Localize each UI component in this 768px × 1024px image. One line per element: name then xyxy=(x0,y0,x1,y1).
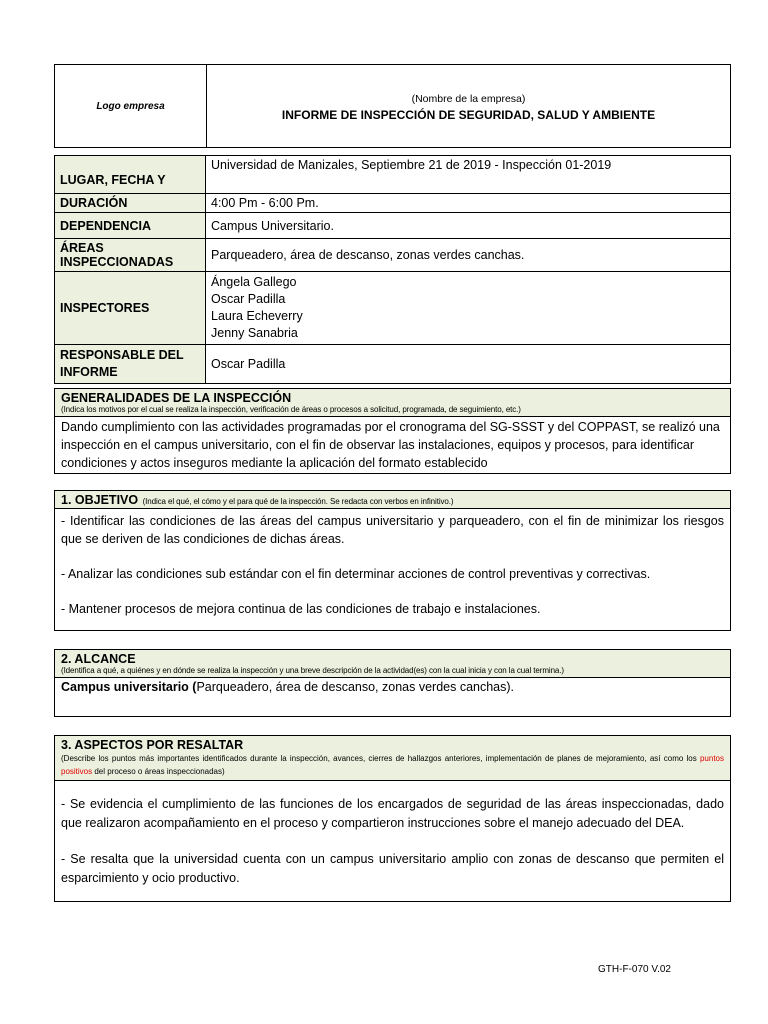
objetivo-header xyxy=(55,491,730,509)
logo-placeholder xyxy=(55,65,207,147)
aspectos-subtitle-highlight: puntos positivos xyxy=(61,754,724,776)
alcance-body-bold: Campus universitario ( xyxy=(61,680,197,694)
company-name: (Nombre de la empresa) xyxy=(411,93,526,105)
responsable-label: RESPONSABLE DEL INFORME xyxy=(55,345,206,384)
form-code: GTH-F-070 V.02 xyxy=(598,964,671,975)
generalidades-title: GENERALIDADES DE LA INSPECCIÓN xyxy=(61,391,292,405)
aspectos-item: - Se evidencia el cumplimiento de las funciones de los encargados de seguridad de las áreas inspeccionadas, dado que realizaron acompañamiento en el proceso y compartieron instrucciones sobre el manejo adecuado del DEA. xyxy=(61,797,724,830)
aspectos-item: - Se resalta que la universidad cuenta con un campus universitario amplio con zonas de descanso que permiten el esparcimiento y ocio productivo. xyxy=(61,852,724,885)
objetivo-title: 1. OBJETIVO xyxy=(61,493,139,507)
info-row-dependencia xyxy=(55,213,731,239)
inspectores-list xyxy=(206,272,731,345)
aspectos-body xyxy=(55,781,730,891)
inspector-name: Oscar Padilla xyxy=(211,292,286,306)
objetivo-item: - Identificar las condiciones de las áreas del campus universitario y parqueadero, con el fin de minimizar los riesgos que se deriven de las condiciones de dichas áreas. xyxy=(61,514,724,546)
info-row-lugar xyxy=(55,156,731,194)
areas-value: Parqueadero, área de descanso, zonas verdes canchas. xyxy=(206,239,731,272)
inspector-name: Laura Echeverry xyxy=(211,309,303,323)
inspectores-label: INSPECTORES xyxy=(55,272,206,345)
logo-label: Logo empresa xyxy=(96,100,165,112)
objetivo-body xyxy=(55,509,730,621)
objetivo-subtitle: (Indica el qué, el cómo y el para qué de la inspección. Se redacta con verbos en infinitivo.) xyxy=(142,497,454,506)
lugar-value: Universidad de Manizales, Septiembre 21 de 2019 - Inspección 01-2019 xyxy=(206,156,731,194)
section-alcance xyxy=(54,649,731,717)
document-title: INFORME DE INSPECCIÓN DE SEGURIDAD, SALUD Y AMBIENTE xyxy=(281,108,656,122)
aspectos-subtitle-text: (Describe los puntos más importantes identificados durante la inspección, avances, cierres de hallazgos anteriores, implementación de planes de mejoramiento, así como los xyxy=(61,754,700,763)
aspectos-subtitle-text-end: del proceso o áreas inspeccionadas) xyxy=(92,767,225,776)
alcance-body xyxy=(55,678,730,699)
objetivo-item: - Mantener procesos de mejora continua de las condiciones de trabajo e instalaciones. xyxy=(61,602,541,616)
generalidades-header xyxy=(55,389,730,417)
section-aspectos xyxy=(54,735,731,902)
generalidades-body: Dando cumplimiento con las actividades programadas por el cronograma del SG-SSST y del COPPAST, se realizó una inspección en el campus universitario, con el fin de observar las instalaciones, equipos y procesos, para identificar condiciones y actos inseguros mediante la aplicación del formato establecido xyxy=(61,420,720,470)
section-objetivo xyxy=(54,490,731,631)
areas-label: ÁREAS INSPECCIONADAS xyxy=(55,239,206,272)
inspector-name: Ángela Gallego xyxy=(211,275,297,289)
section-generalidades xyxy=(54,388,731,474)
alcance-subtitle: (Identifica a qué, a quiénes y en dónde se realiza la inspección y una breve descripción de la actividad(es) con la cual inicia y con la cual termina.) xyxy=(61,666,564,675)
duracion-value: 4:00 Pm - 6:00 Pm. xyxy=(206,194,731,213)
alcance-body-text: Parqueadero, área de descanso, zonas verdes canchas). xyxy=(196,680,515,694)
objetivo-item: - Analizar las condiciones sub estándar con el fin determinar acciones de control preventivas y correctivas. xyxy=(61,567,651,581)
info-row-duracion xyxy=(55,194,731,213)
document-header xyxy=(54,64,731,148)
header-title-block xyxy=(207,65,730,147)
duracion-label: DURACIÓN xyxy=(55,194,206,213)
aspectos-title: 3. ASPECTOS POR RESALTAR xyxy=(61,738,244,752)
alcance-header xyxy=(55,650,730,678)
aspectos-subtitle xyxy=(61,752,724,778)
info-row-inspectores xyxy=(55,272,731,345)
info-row-responsable xyxy=(55,345,731,384)
info-table xyxy=(54,155,731,384)
alcance-title: 2. ALCANCE xyxy=(61,652,136,666)
aspectos-header xyxy=(55,736,730,781)
inspector-name: Jenny Sanabria xyxy=(211,326,298,340)
dependencia-value: Campus Universitario. xyxy=(206,213,731,239)
dependencia-label: DEPENDENCIA xyxy=(55,213,206,239)
generalidades-subtitle: (Indica los motivos por el cual se realiza la inspección, verificación de áreas o procesos a solicitud, programada, de seguimiento, etc.) xyxy=(61,405,521,414)
responsable-value: Oscar Padilla xyxy=(206,345,731,384)
lugar-label: LUGAR, FECHA Y xyxy=(55,156,206,194)
info-row-areas xyxy=(55,239,731,272)
